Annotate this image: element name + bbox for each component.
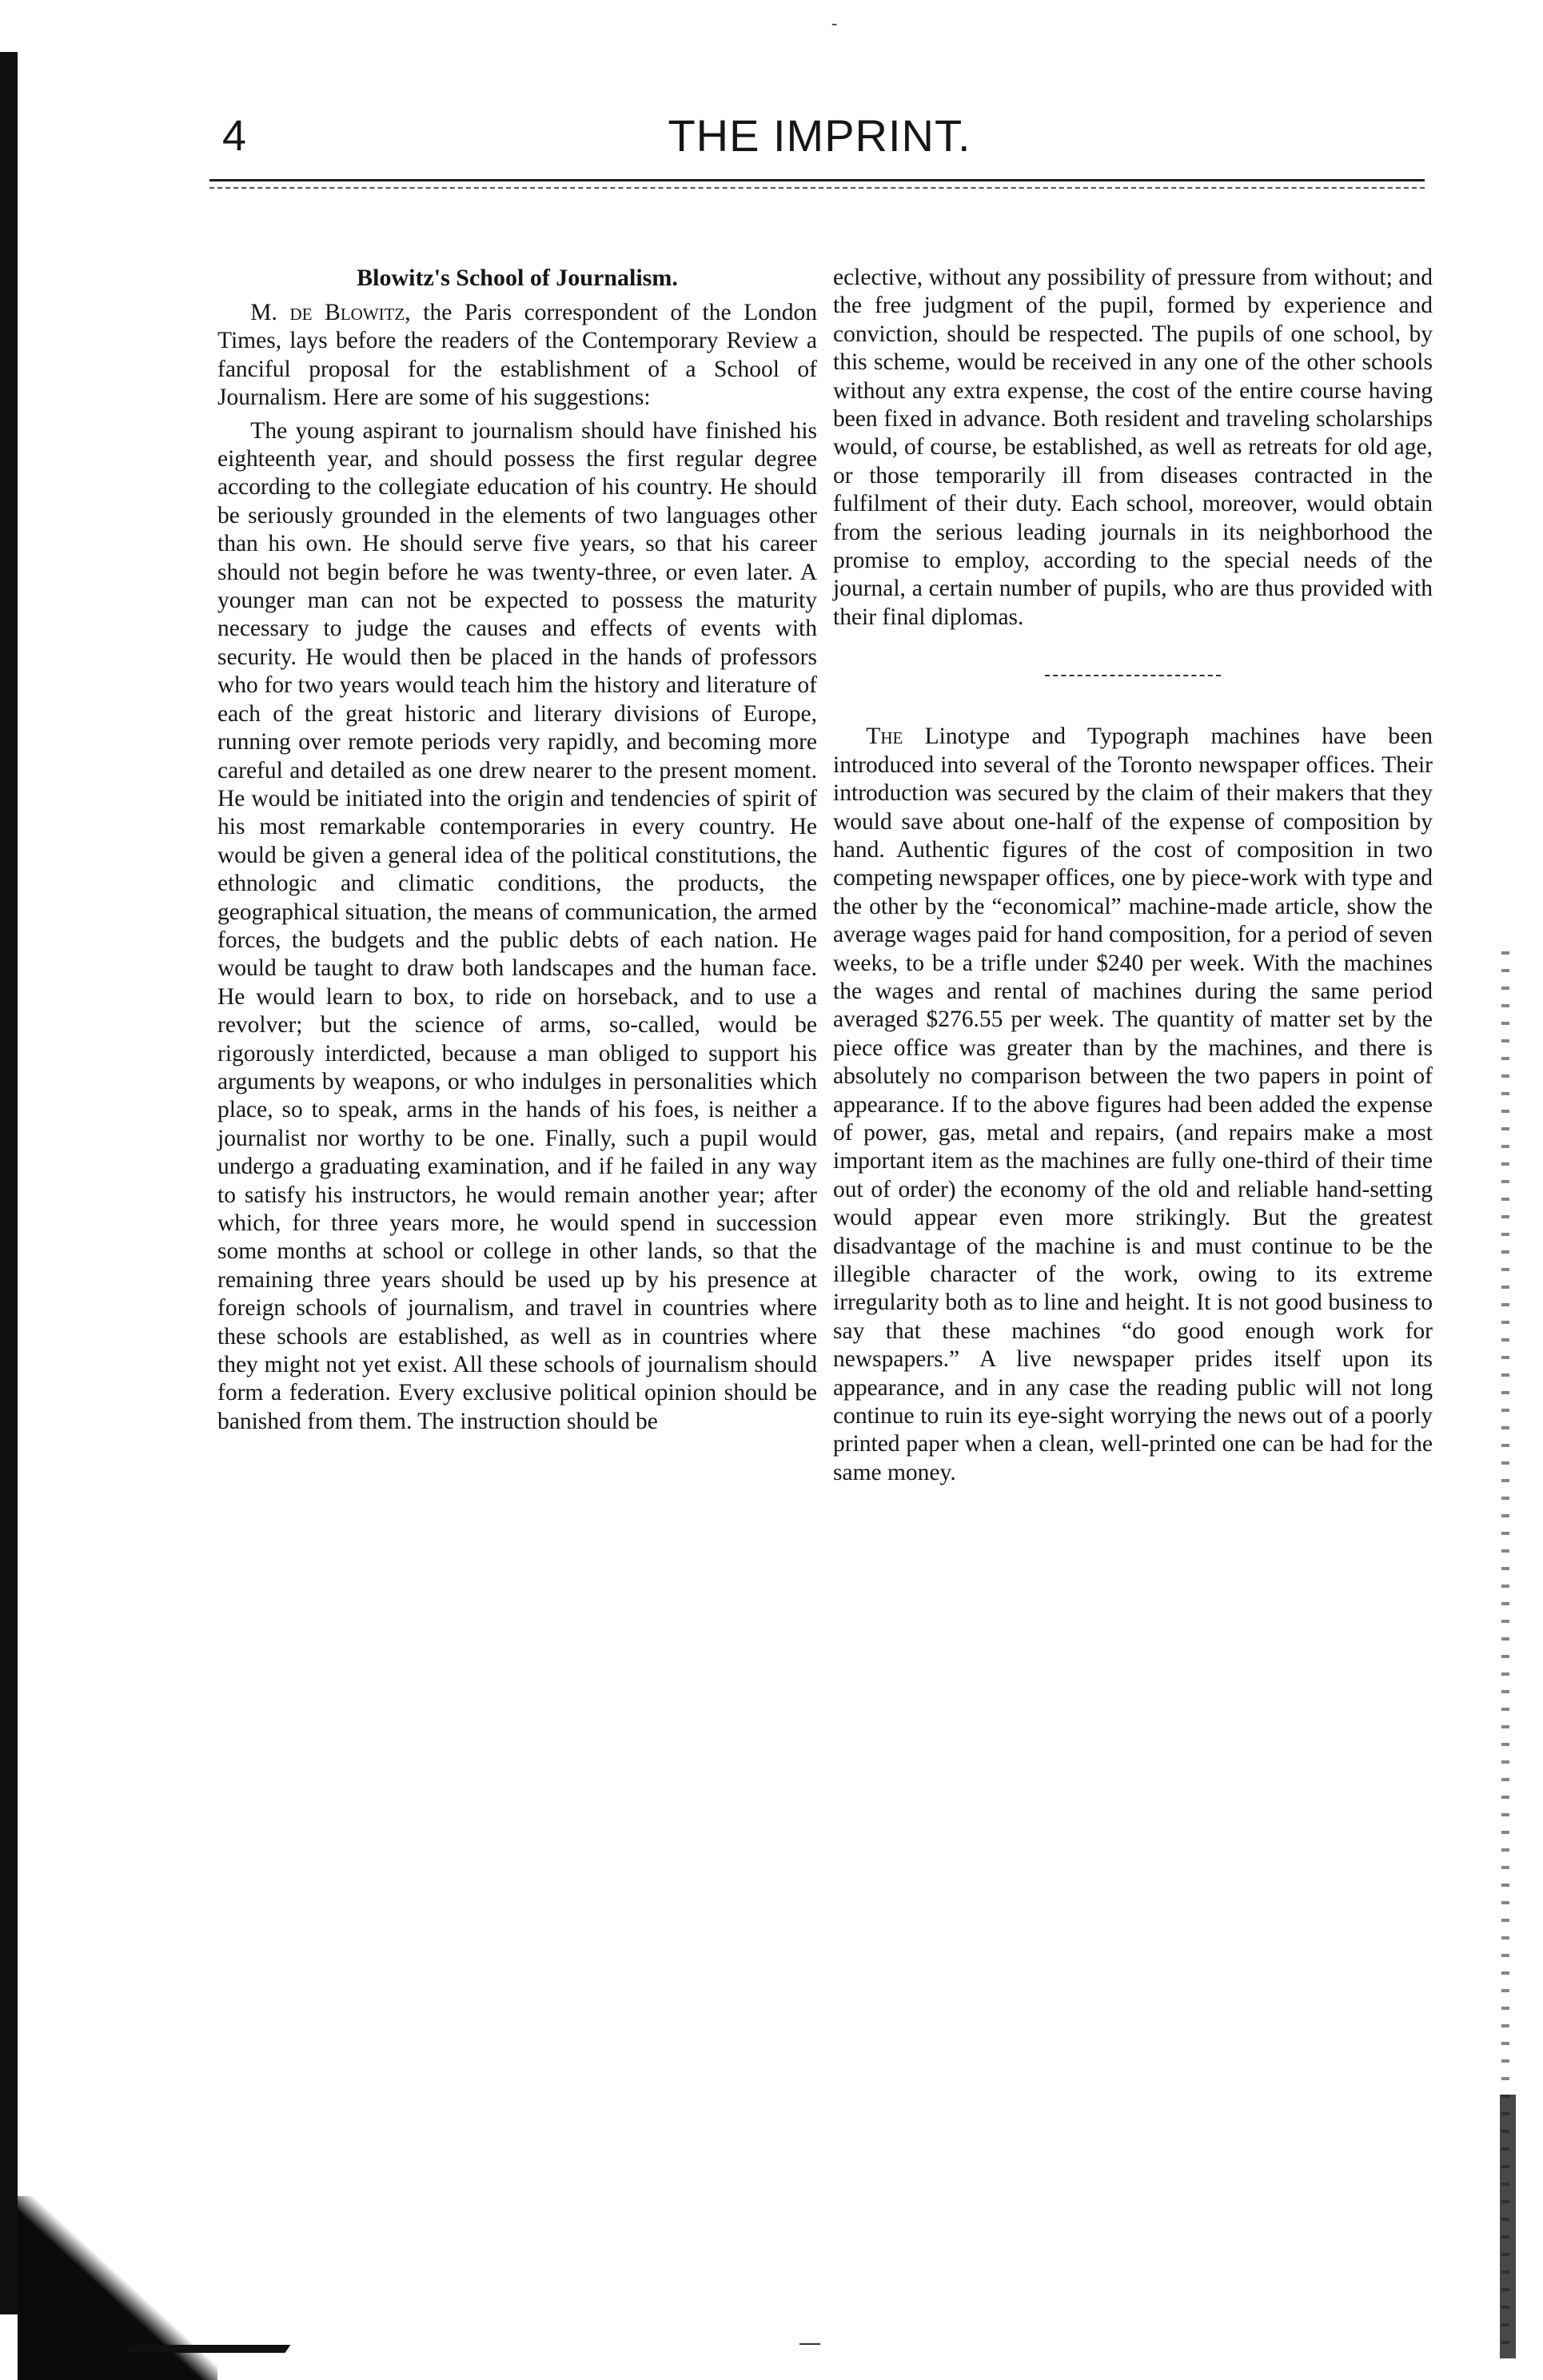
page-number: 4 xyxy=(222,112,247,160)
article-body: The young aspirant to journalism should have finished his eighteenth year, and should possess the first regular degree according to the collegiate education of his country. He should be seriously grounded in the elements of two languages other than his own. He should serve five years, so that his career should not begin before he was twenty-three, or even later. A younger man can not be expected to possess the maturity necessary to judge the causes and effects of events with security. He would then be placed in the hands of professors who for two years would teach him the history and literature of each of the great historic and literary divisions of Europe, running over remote periods very rapidly, and becoming more careful and detailed as one drew nearer to the present moment. He would be initiated into the origin and tendencies of spirit of his most remarkable contemporaries in every country. He would be given a general idea of the political constitutions, the ethnologic and climatic conditions, the products, the geographical situation, the means of communication, the armed forces, the budgets and the public debts of each nation. He would be taught to draw both landscapes and the human face. He would learn to box, to ride on horseback, and to use a revolver; but the science of arms, so-called, would be rigorously interdicted, because a man obliged to support his arguments by weapons, or who indulges in personalities which place, so to speak, arms in the hands of his foes, is neither a journalist nor worthy to be one. Finally, such a pupil would undergo a graduating examination, and if he failed in any way to satisfy his instructors, he would remain another year; after which, for three years more, he would spend in succession some months at school or college in other lands, so that the remaining three years should be used up by his presence at foreign schools of journalism, and travel in countries where these schools are established, as well as in countries where they might not yet exist. All these schools of journalism should form a federation. Every exclusive political opinion should be banished from them. The instruction should be xyxy=(217,417,817,1434)
header-rule xyxy=(209,179,1425,181)
scan-top-mark: - xyxy=(831,13,838,33)
scan-bottom-mark xyxy=(799,2343,820,2345)
scan-corner-streak xyxy=(125,2345,290,2353)
article-intro xyxy=(217,299,817,413)
journal-title: THE IMPRINT. xyxy=(668,110,971,161)
byline-name: M. de Blowitz xyxy=(250,300,405,325)
scan-edge-dark-strip xyxy=(1500,2095,1516,2358)
intro-text: , the Paris correspondent of the London Times, lays before the readers of the Contemporary Review a fanciful proposal for the establishment of a School of Journalism. Here are some of his suggestions: xyxy=(217,300,817,411)
article-separator xyxy=(1045,675,1221,676)
article-continuation: eclective, without any possibility of pressure from without; and the free judgment of the pupil, formed by experience and conviction, should be respected. The pupils of one school, by this scheme, would be received in any one of the other schools without any extra expense, the cost of the entire course having been fixed in advance. Both resident and traveling scholarships would, of course, be established, as well as retreats for old age, or those temporarily ill from diseases contracted in the fulfilment of their duty. Each school, moreover, would obtain from the serious leading journals in its neighborhood the promise to employ, according to the special needs of the journal, a certain number of pupils, who are thus provided with their final diplomas. xyxy=(833,265,1433,630)
scan-binding-edge xyxy=(0,52,18,2314)
left-column xyxy=(217,264,817,1436)
right-column xyxy=(833,264,1433,1487)
page-header xyxy=(208,112,1431,168)
header-rule-secondary xyxy=(209,187,1425,189)
article-heading: Blowitz's School of Journalism. xyxy=(357,265,678,291)
linotype-lead-word: The xyxy=(866,724,903,750)
linotype-body: Linotype and Typograph machines have been introduced into several of the Toronto newspaper offices. Their introduction was secured by the claim of their makers that they would save about one-half of the expense of composition by hand. Authentic figures of the cost of composition in two competing newspaper offices, one by piece-work with type and the other by the “economical” machine-made article, show the average wages paid for hand composition, for a period of seven weeks, to be a trifle under $240 per week. With the machines the wages and rental of machines during the same period averaged $276.55 per week. The quantity of matter set by the piece office was greater than by the machines, and there is absolutely no comparison between the two papers in point of appearance. If to the above figures had been added the expense of power, gas, metal and repairs, (and repairs make a most important item as the machines are fully one-third of their time out of order) the economy of the old and reliable hand-setting would appear even more strikingly. But the greatest disadvantage of the machine is and must continue to be the illegible character of the work, owing to its extreme irregularity both as to line and height. It is not good business to say that these machines “do good enough work for newspapers.” A live newspaper prides itself upon its appearance, and in any case the reading public will not long continue to ruin its eye-sight worrying the news out of a poorly printed paper when a clean, well-printed one can be had for the same money. xyxy=(833,724,1433,1485)
linotype-article xyxy=(833,723,1433,1487)
